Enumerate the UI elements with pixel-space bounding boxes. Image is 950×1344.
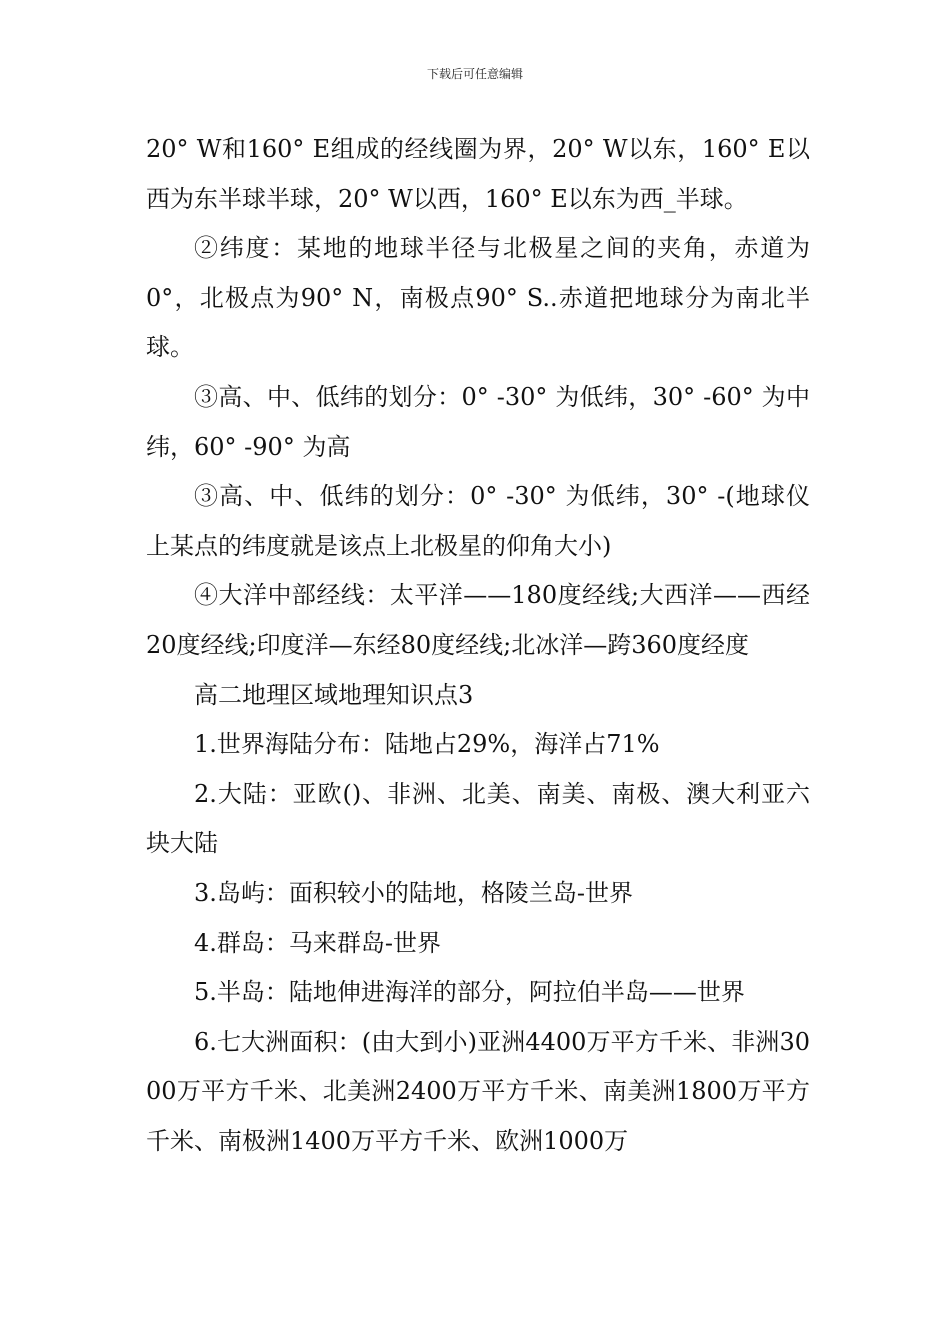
paragraph-latitude-zones-1: ③高、中、低纬的划分：0° -30° 为低纬，30° -60° 为中纬，60° -90° 为高 — [146, 382, 810, 461]
document-body — [146, 125, 810, 1166]
list-item-continent-areas: 6.七大洲面积：(由大到小)亚洲4400万平方千米、非洲3000万平方千米、北美洲2400万平方千米、南美洲1800万平方千米、南极洲1400万平方千米、欧洲1000万 — [146, 1027, 810, 1155]
page-header-note: 下载后可任意编辑 — [426, 67, 523, 81]
paragraph-ocean-meridians: ④大洋中部经线：太平洋——180度经线;大西洋——西经20度经线;印度洋—东经80度经线;北冰洋—跨360度经度 — [146, 581, 810, 659]
list-item-islands: 3.岛屿：面积较小的陆地，格陵兰岛-世界 — [194, 878, 634, 907]
paragraph-latitude: ②纬度：某地的地球半径与北极星之间的夹角，赤道为0°，北极点为90° N，南极点90° S..赤道把地球分为南北半球。 — [146, 234, 810, 362]
paragraph-latitude-zones-2: ③高、中、低纬的划分：0° -30° 为低纬，30° -(地球仪上某点的纬度就是该点上北极星的仰角大小) — [146, 482, 810, 560]
section-heading: 高二地理区域地理知识点3 — [194, 680, 474, 709]
paragraph-hemisphere-boundary: 20° W和160° E组成的经线圈为界，20° W以东，160° E以西为东半球半球，20° W以西，160° E以东为西_半球。 — [146, 135, 810, 213]
list-item-land-sea: 1.世界海陆分布：陆地占29%，海洋占71% — [194, 730, 660, 759]
list-item-archipelago: 4.群岛：马来群岛-世界 — [194, 928, 442, 957]
list-item-continents: 2.大陆：亚欧()、非洲、北美、南美、南极、澳大利亚六块大陆 — [146, 779, 810, 858]
list-item-peninsula: 5.半岛：陆地伸进海洋的部分，阿拉伯半岛——世界 — [194, 978, 745, 1007]
